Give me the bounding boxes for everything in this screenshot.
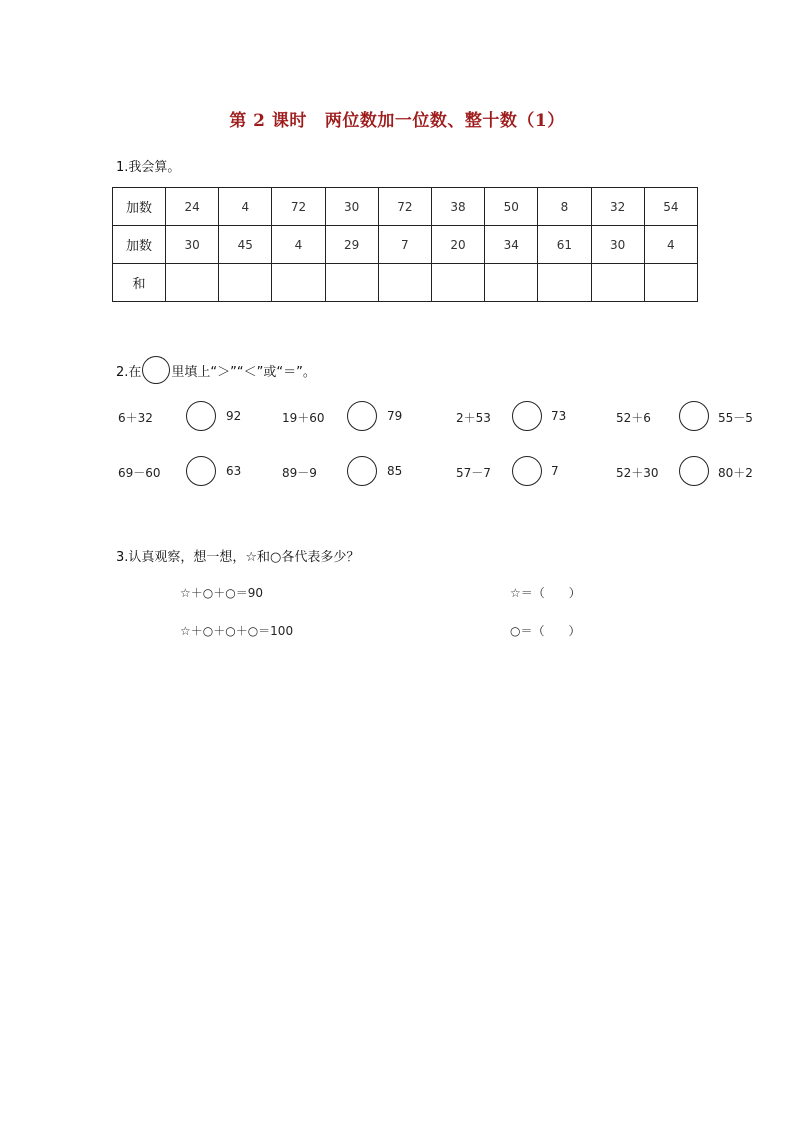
answer-cell[interactable] [538, 264, 591, 302]
comparison-left: 57－7 [456, 466, 491, 480]
answer-cell[interactable] [272, 264, 325, 302]
table-cell: 38 [431, 188, 484, 226]
table-cell: 4 [219, 188, 272, 226]
comparison-right: 55－5 [718, 411, 753, 425]
circle-icon [142, 356, 170, 384]
table-cell: 29 [325, 226, 378, 264]
table-cell: 30 [591, 226, 644, 264]
comparison-left: 2＋53 [456, 411, 491, 425]
comparison-circle[interactable] [347, 456, 377, 486]
comparison-left: 19＋60 [282, 411, 325, 425]
comparison-right: 85 [387, 464, 403, 478]
table-cell: 20 [431, 226, 484, 264]
comparison-circle[interactable] [512, 456, 542, 486]
answer-cell[interactable] [431, 264, 484, 302]
comparison-left: 6＋32 [118, 411, 153, 425]
answer-cell[interactable] [644, 264, 697, 302]
question-3-label: 3.认真观察，想一想，☆和○各代表多少？ [116, 550, 360, 565]
answer-cell[interactable] [325, 264, 378, 302]
table-cell: 72 [272, 188, 325, 226]
row-header: 加数 [113, 188, 166, 226]
comparison-circle[interactable] [512, 401, 542, 431]
equation: ☆＋○＋○＋○＝100 [180, 624, 294, 638]
comparison-right: 63 [226, 464, 242, 478]
answer-cell[interactable] [219, 264, 272, 302]
answer-cell[interactable] [378, 264, 431, 302]
comparison-left: 52＋6 [616, 411, 651, 425]
table-cell: 30 [166, 226, 219, 264]
table-row [113, 226, 698, 264]
answer-cell[interactable] [166, 264, 219, 302]
comparison-right: 79 [387, 409, 403, 423]
comparison-left: 52＋30 [616, 466, 659, 480]
table-cell: 50 [485, 188, 538, 226]
table-cell: 30 [325, 188, 378, 226]
star-answer-blank[interactable]: ☆＝（ ） [510, 586, 581, 600]
question-2-suffix: 里填上“＞”“＜”或“＝”。 [171, 364, 316, 380]
comparison-right: 80＋2 [718, 466, 753, 480]
question-2-label [116, 356, 316, 384]
answer-cell[interactable] [591, 264, 644, 302]
row-header: 加数 [113, 226, 166, 264]
comparison-right: 92 [226, 409, 242, 423]
table-cell: 4 [644, 226, 697, 264]
addition-table [112, 187, 698, 302]
table-cell: 24 [166, 188, 219, 226]
question-2-prefix: 2.在 [116, 364, 142, 380]
lesson-topic: 两位数加一位数、整十数（1） [324, 111, 565, 131]
comparison-circle[interactable] [347, 401, 377, 431]
table-cell: 8 [538, 188, 591, 226]
table-cell: 61 [538, 226, 591, 264]
lesson-number: 第 2 课时 [229, 111, 307, 131]
comparison-circle[interactable] [186, 456, 216, 486]
row-header: 和 [113, 264, 166, 302]
comparison-left: 89－9 [282, 466, 317, 480]
table-cell: 32 [591, 188, 644, 226]
table-cell: 34 [485, 226, 538, 264]
answer-cell[interactable] [485, 264, 538, 302]
comparison-circle[interactable] [679, 401, 709, 431]
equation: ☆＋○＋○＝90 [180, 586, 263, 600]
page-title [0, 106, 794, 131]
circle-answer-blank[interactable]: ○＝（ ） [510, 624, 581, 638]
question-1-label: 1.我会算。 [116, 160, 181, 175]
table-cell: 7 [378, 226, 431, 264]
table-cell: 45 [219, 226, 272, 264]
comparison-circle[interactable] [679, 456, 709, 486]
table-cell: 72 [378, 188, 431, 226]
table-row [113, 264, 698, 302]
comparison-left: 69－60 [118, 466, 161, 480]
table-row [113, 188, 698, 226]
comparison-right: 73 [551, 409, 567, 423]
comparison-circle[interactable] [186, 401, 216, 431]
table-cell: 4 [272, 226, 325, 264]
table-cell: 54 [644, 188, 697, 226]
comparison-right: 7 [551, 464, 559, 478]
